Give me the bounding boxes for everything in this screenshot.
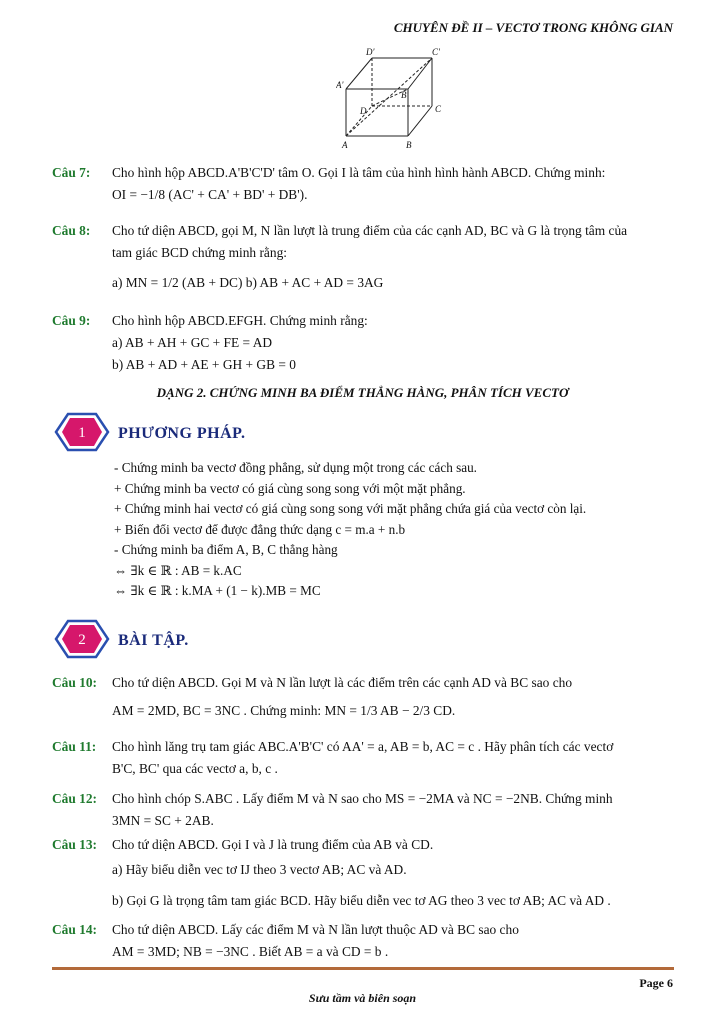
question-line: Cho hình lăng trụ tam giác ABC.A'B'C' có AA' = a, AB = b, AC = c . Hãy phân tích các vectơ bbox=[112, 739, 614, 754]
method-line: ⇔ ∃k ∈ ℝ : AB = k.AC bbox=[114, 562, 242, 578]
header-title: CHUYÊN ĐỀ II – VECTƠ TRONG KHÔNG GIAN bbox=[393, 20, 673, 35]
method-line: ⇔ ∃k ∈ ℝ : k.MA + (1 − k).MB = MC bbox=[114, 583, 321, 598]
vertex-label: A' bbox=[336, 80, 344, 90]
question-line: B'C, BC' qua các vectơ a, b, c . bbox=[112, 761, 278, 776]
question-label: Câu 13: bbox=[52, 837, 98, 852]
question-line: AM = 2MD, BC = 3NC . Chứng minh: MN = 1/3 AB − 2/3 CD. bbox=[112, 703, 456, 718]
question-8 bbox=[52, 220, 674, 294]
vertex-label: A bbox=[342, 140, 348, 150]
method-line: - Chứng minh ba vectơ đồng phẳng, sử dụng một trong các cách sau. bbox=[114, 460, 477, 475]
question-label: Câu 8: bbox=[52, 223, 91, 238]
question-line: Cho tứ diện ABCD. Gọi M và N lần lượt là các điểm trên các cạnh AD và BC sao cho bbox=[112, 675, 573, 690]
question-label: Câu 12: bbox=[52, 791, 98, 806]
vertex-label: D bbox=[360, 106, 367, 116]
question-7 bbox=[52, 162, 674, 206]
vertex-label: D' bbox=[366, 47, 375, 57]
section-number-badge bbox=[54, 410, 110, 454]
question-label: Câu 7: bbox=[52, 165, 91, 180]
method-line: + Chứng minh ba vectơ có giá cùng song song với một mặt phẳng. bbox=[114, 480, 466, 496]
question-line: a) MN = 1/2 (AB + DC) b) AB + AC + AD = 3AG bbox=[112, 275, 384, 290]
question-line: 3MN = SC + 2AB. bbox=[112, 813, 214, 828]
question-line: Cho tứ diện ABCD, gọi M, N lần lượt là trung điểm của các cạnh AD, BC và G là trọng tâm của bbox=[112, 223, 628, 238]
method-list bbox=[114, 458, 674, 602]
question-label: Câu 11: bbox=[52, 739, 97, 754]
footer-credit: Sưu tầm và biên soạn bbox=[308, 991, 417, 1005]
question-12 bbox=[52, 788, 674, 832]
question-label: Câu 9: bbox=[52, 313, 91, 328]
parallelepiped-figure bbox=[336, 46, 446, 156]
question-label: Câu 10: bbox=[52, 675, 98, 690]
question-line: a) AB + AH + GC + FE = AD bbox=[112, 335, 273, 350]
section-heading: DẠNG 2. CHỨNG MINH BA ĐIỂM THẲNG HÀNG, PHÂN TÍCH VECTƠ bbox=[156, 385, 569, 400]
question-line: b) Gọi G là trọng tâm tam giác BCD. Hãy biểu diễn vec tơ AG theo 3 vec tơ AB; AC và AD . bbox=[112, 893, 611, 908]
question-line: Cho hình chóp S.ABC . Lấy điểm M và N sao cho MS = −2MA và NC = −2NB. Chứng minh bbox=[112, 791, 613, 806]
question-13 bbox=[52, 834, 674, 912]
question-line: Cho tứ diện ABCD. Lấy các điểm M và N lần lượt thuộc AD và BC sao cho bbox=[112, 922, 519, 937]
page-number: Page 6 bbox=[639, 976, 673, 990]
section-number-badge bbox=[54, 617, 110, 661]
method-line: - Chứng minh ba điểm A, B, C thẳng hàng bbox=[114, 542, 338, 557]
question-line: Cho hình hộp ABCD.A'B'C'D' tâm O. Gọi I là tâm của hình hình hành ABCD. Chứng minh: bbox=[112, 165, 606, 180]
vertex-label: C' bbox=[432, 47, 440, 57]
question-10 bbox=[52, 672, 674, 722]
badge-number: 1 bbox=[78, 425, 86, 441]
vertex-label: B bbox=[406, 140, 412, 150]
question-line: b) AB + AD + AE + GH + GB = 0 bbox=[112, 357, 296, 372]
question-9 bbox=[52, 310, 674, 376]
footer-rule bbox=[52, 967, 674, 970]
question-line: tam giác BCD chứng minh rằng: bbox=[112, 245, 287, 260]
section-title: BÀI TẬP. bbox=[118, 632, 189, 649]
badge-number: 2 bbox=[78, 632, 86, 648]
vertex-label: B' bbox=[401, 90, 409, 100]
question-14 bbox=[52, 919, 674, 963]
question-line: Cho tứ diện ABCD. Gọi I và J là trung điểm của AB và CD. bbox=[112, 837, 434, 852]
question-line: Cho hình hộp ABCD.EFGH. Chứng minh rằng: bbox=[112, 313, 368, 328]
question-11 bbox=[52, 736, 674, 780]
question-line: a) Hãy biểu diễn vec tơ IJ theo 3 vectơ AB; AC và AD. bbox=[112, 862, 407, 877]
method-line: + Chứng minh hai vectơ có giá cùng song song với mặt phẳng chứa giá của vectơ còn lại. bbox=[114, 501, 587, 516]
question-label: Câu 14: bbox=[52, 922, 98, 937]
section-title: PHƯƠNG PHÁP. bbox=[118, 425, 246, 442]
vertex-label: C bbox=[435, 104, 442, 114]
method-line: + Biến đổi vectơ để được đẳng thức dạng c = m.a + n.b bbox=[114, 521, 406, 537]
question-line: AM = 3MD; NB = −3NC . Biết AB = a và CD = b . bbox=[112, 944, 389, 959]
question-line: OI = −1/8 (AC' + CA' + BD' + DB'). bbox=[112, 187, 308, 202]
